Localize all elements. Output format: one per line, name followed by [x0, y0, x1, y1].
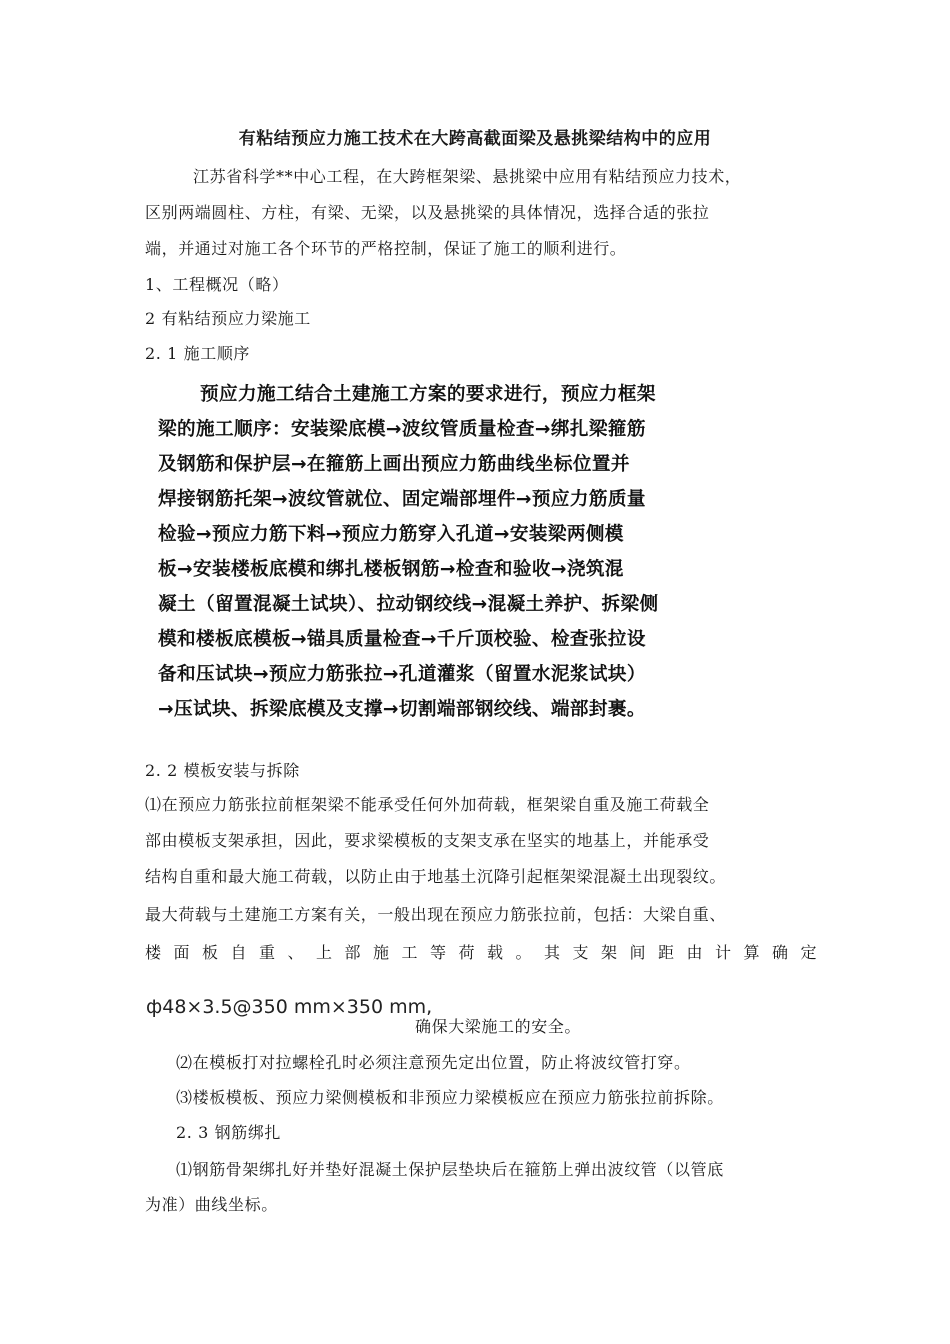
scanned-construction-sequence: [158, 376, 730, 732]
scan-line: →压试块、拆梁底模及支撑→切割端部钢绞线、端部封裹。: [158, 699, 646, 720]
scan-line: 梁的施工顺序：安装梁底模→波纹管质量检查→绑扎梁箍筋: [158, 419, 646, 440]
para-2-3-line-1: ⑴钢筋骨架绑扎好并垫好混凝土保护层垫块后在箍筋上弹出波纹管（以管底: [176, 1160, 724, 1179]
intro-line-1: 江苏省科学**中心工程，在大跨框架梁、悬挑梁中应用有粘结预应力技术，: [193, 167, 742, 186]
scan-line: 备和压试块→预应力筋张拉→孔道灌浆（留置水泥浆试块）: [158, 664, 646, 685]
intro-line-2: 区别两端圆柱、方柱，有梁、无梁，以及悬挑梁的具体情况，选择合适的张拉: [145, 203, 710, 222]
formula-tail-text: 确保大梁施工的安全。: [415, 1017, 582, 1036]
para-2-2-line-2: 部由模板支架承担，因此，要求梁模板的支架支承在坚实的地基上，并能承受: [145, 831, 710, 850]
para-2-3-line-2: 为准）曲线坐标。: [145, 1195, 278, 1214]
scan-line: 检验→预应力筋下料→预应力筋穿入孔道→安装梁两侧模: [158, 524, 624, 545]
section-2-3-heading: 2. 3 钢筋绑扎: [176, 1123, 282, 1142]
scan-line: 预应力施工结合土建施工方案的要求进行，预应力框架: [200, 384, 656, 405]
item-2: ⑵在模板打对拉螺栓孔时必须注意预先定出位置，防止将波纹管打穿。: [176, 1053, 691, 1072]
item-3: ⑶楼板模板、预应力梁侧模板和非预应力梁模板应在预应力筋张拉前拆除。: [176, 1088, 724, 1107]
para-2-2-line-3: 结构自重和最大施工荷载，以防止由于地基土沉降引起框架梁混凝土出现裂纹。: [145, 867, 727, 886]
section-2-2-heading: 2. 2 模板安装与拆除: [145, 761, 300, 780]
support-spacing-formula: ф48×3.5@350 mm×350 mm,: [146, 996, 433, 1018]
scan-line: 及钢筋和保护层→在箍筋上画出预应力筋曲线坐标位置并: [158, 454, 630, 475]
section-2-1-heading: 2. 1 施工顺序: [145, 344, 251, 363]
scan-line: 板→安装楼板底模和绑扎楼板钢筋→检查和验收→浇筑混: [158, 559, 624, 580]
section-1-heading: 1、工程概况（略）: [145, 275, 289, 294]
intro-line-3: 端，并通过对施工各个环节的严格控制，保证了施工的顺利进行。: [145, 239, 627, 258]
para-2-2-line-5: 楼面板自重、上部施工等荷载。其支架间距由计算确定: [145, 943, 830, 962]
scan-line: 模和楼板底模板→锚具质量检查→千斤顶校验、检查张拉设: [158, 629, 646, 650]
para-2-2-line-1: ⑴在预应力筋张拉前框架梁不能承受任何外加荷载，框架梁自重及施工荷载全: [145, 795, 710, 814]
document-title: 有粘结预应力施工技术在大跨高截面梁及悬挑梁结构中的应用: [238, 129, 712, 149]
section-2-heading: 2 有粘结预应力梁施工: [145, 309, 311, 328]
para-2-2-line-4: 最大荷载与土建施工方案有关，一般出现在预应力筋张拉前，包括：大梁自重、: [145, 905, 727, 924]
scan-line: 焊接钢筋托架→波纹管就位、固定端部埋件→预应力筋质量: [158, 489, 646, 510]
scan-line: 凝土（留置混凝土试块）、拉动钢绞线→混凝土养护、拆梁侧: [158, 594, 659, 615]
